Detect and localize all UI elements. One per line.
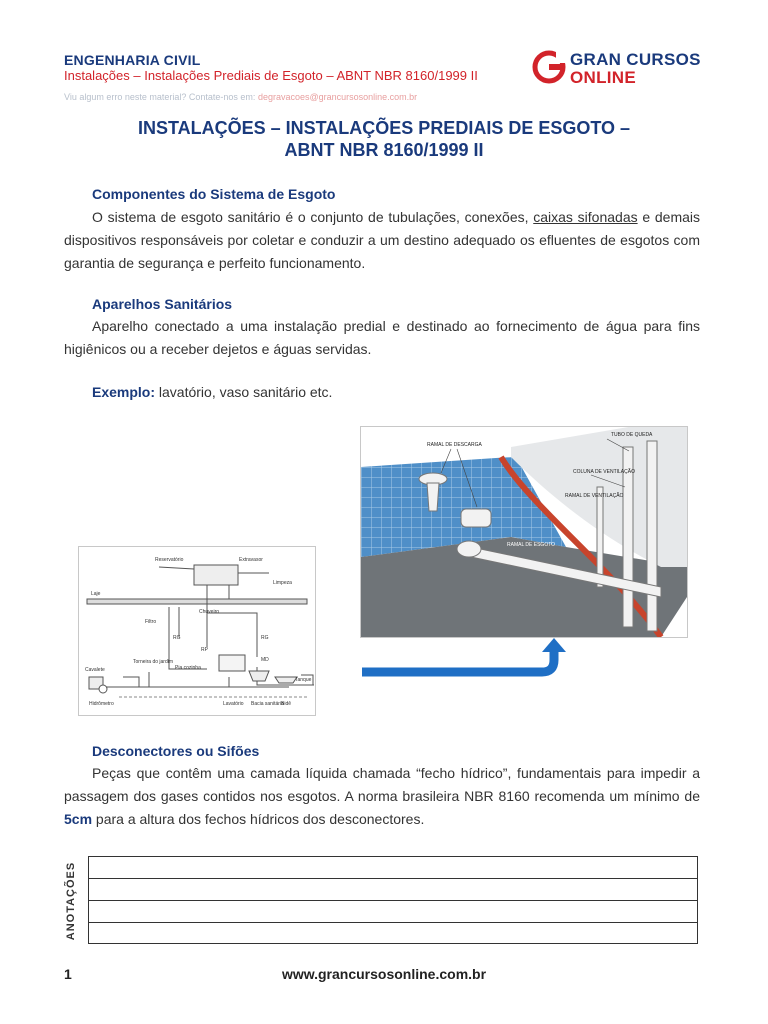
header-subject: ENGENHARIA CIVIL	[64, 52, 201, 68]
traps-heading: Desconectores ou Sifões	[92, 743, 260, 759]
logo-line-2: ONLINE	[570, 68, 637, 87]
label-ramal-descarga: RAMAL DE DESCARGA	[427, 442, 482, 448]
fixtures-paragraph	[64, 315, 700, 361]
label-rg-2: RG	[261, 635, 269, 641]
example-label: Exemplo:	[92, 384, 156, 400]
page-number: 1	[64, 966, 72, 982]
label-ramal-esgoto: RAMAL DE ESGOTO	[507, 542, 556, 548]
traps-text-b: para a altura dos fechos hídricos dos desconectores.	[92, 811, 425, 827]
sewage-system-illustration	[360, 426, 688, 638]
components-text-a: O sistema de esgoto sanitário é o conjunto de tubulações, conexões,	[92, 209, 534, 225]
label-lavatorio: Lavatório	[223, 701, 244, 707]
notes-line	[89, 878, 697, 879]
components-heading: Componentes do Sistema de Esgoto	[92, 186, 336, 202]
page-title-line-1: INSTALAÇÕES – INSTALAÇÕES PREDIAIS DE ESGOTO –	[137, 118, 631, 138]
notes-line	[89, 900, 697, 901]
label-limpeza: Limpeza	[273, 580, 292, 586]
fixtures-heading: Aparelhos Sanitários	[92, 296, 233, 312]
water-supply-drawing	[79, 547, 315, 715]
components-text-b: e demais dispositivos responsáveis por coletar e conduzir a um destino adequado os efluentes de esgotos com garantia de segurança e perfeito funcionamento.	[64, 209, 700, 271]
label-bacia: Bacia sanitária	[251, 701, 284, 707]
notes-box[interactable]	[88, 856, 698, 944]
label-hidrometro: Hidrômetro	[89, 701, 114, 707]
footer-site-link[interactable]: www.grancursosonline.com.br	[281, 966, 487, 982]
label-filtro: Filtro	[145, 619, 157, 625]
page-title	[64, 117, 704, 161]
label-md: MD	[261, 657, 269, 663]
example-line	[92, 384, 332, 400]
page-title-line-2: ABNT NBR 8160/1999 II	[284, 140, 484, 160]
logo-g-icon	[532, 50, 566, 84]
label-coluna-ventilacao: COLUNA DE VENTILAÇÃO	[573, 469, 635, 475]
gran-cursos-logo[interactable]	[532, 48, 712, 88]
components-paragraph	[64, 206, 700, 275]
label-torneira: Torneira do jardim	[133, 659, 174, 665]
traps-text-a: Peças que contêm uma camada líquida chamada “fecho hídrico”, fundamentais para impedir a passagem dos gases contidos nos esgotos. A norma brasileira NBR 8160 recomenda um mínimo de	[64, 765, 700, 804]
caixas-sifonadas-link[interactable]: caixas sifonadas	[533, 209, 638, 225]
error-email-link[interactable]: degravacoes@grancursosonline.com.br	[257, 92, 418, 102]
notes-label-text: ANOTAÇÕES	[65, 861, 77, 941]
label-bide: Bidê	[281, 701, 292, 707]
traps-paragraph	[64, 762, 700, 831]
label-tubo-queda: TUBO DE QUEDA	[611, 432, 653, 438]
label-extravasor: Extravasor	[239, 557, 263, 563]
label-tanque: Tanque	[295, 677, 312, 683]
notes-label	[58, 856, 84, 946]
label-rp: RP	[201, 647, 208, 653]
label-rg-1: RG	[173, 635, 181, 641]
label-reservatorio: Reservatório	[155, 557, 184, 563]
example-text: lavatório, vaso sanitário etc.	[155, 384, 333, 400]
label-pia: Pia cozinha	[175, 665, 201, 671]
water-supply-diagram	[78, 546, 316, 716]
notes-line	[89, 922, 697, 923]
label-chuveiro: Chuveiro	[199, 609, 220, 615]
flow-arrow-icon	[362, 636, 568, 688]
traps-highlight: 5cm	[64, 811, 93, 827]
header-topic: Instalações – Instalações Prediais de Esgoto – ABNT NBR 8160/1999 II	[64, 68, 478, 83]
label-ramal-ventilacao: RAMAL DE VENTILAÇÃO	[565, 493, 624, 499]
logo-line-1: GRAN CURSOS	[570, 50, 701, 69]
label-cavalete: Cavalete	[85, 667, 105, 673]
error-notice	[64, 92, 417, 102]
fixtures-text: Aparelho conectado a uma instalação predial e destinado ao fornecimento de água para fins higiênicos ou a receber dejetos e águas servidas.	[64, 318, 700, 357]
error-notice-text: Viu algum erro neste material? Contate-nos em:	[64, 92, 258, 102]
sewage-system-drawing	[361, 427, 687, 637]
label-laje: Laje	[91, 591, 101, 597]
